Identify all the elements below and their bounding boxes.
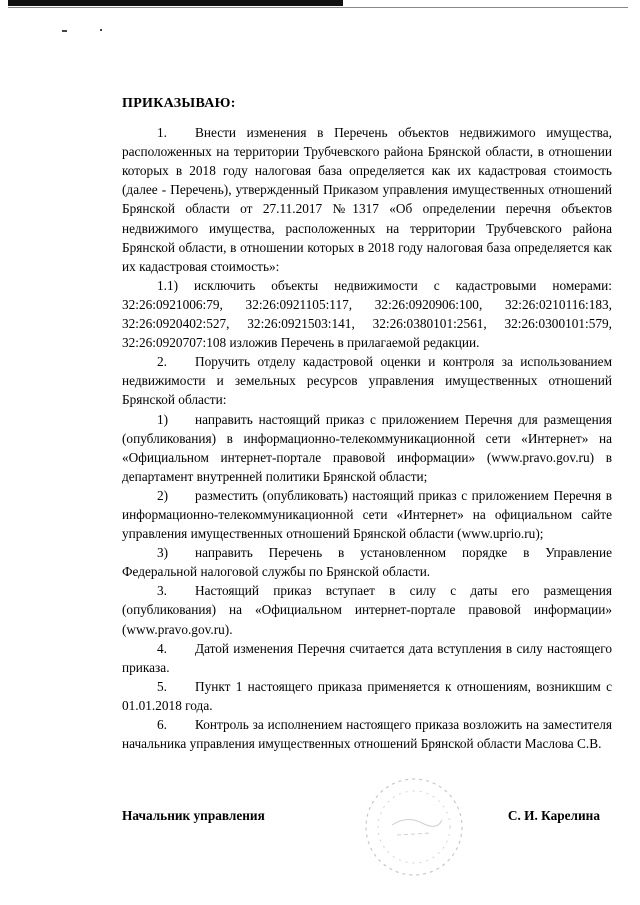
subitem-2-3 bbox=[122, 543, 612, 581]
item-5 bbox=[122, 677, 612, 715]
subitem-number: 3) bbox=[157, 545, 169, 561]
item-3 bbox=[122, 581, 612, 638]
item-number: 2. bbox=[157, 354, 167, 370]
item-4 bbox=[122, 639, 612, 677]
subitem-text: направить Перечень в установленном порядке в Управление Федеральной налоговой службы по Брянской области. bbox=[122, 545, 612, 580]
item-number: 4. bbox=[157, 640, 167, 656]
item-text: Поручить отделу кадастровой оценки и контроля за использованием недвижимости и земельных ресурсов управления имущественных отношений Брянской области: bbox=[122, 354, 612, 408]
subitem-number: 2) bbox=[157, 487, 169, 503]
item-text: Настоящий приказ вступает в силу с даты его размещения (опубликования) на «Официальном интернет-портале правовой информации» (www.pravo.gov.ru). bbox=[122, 583, 612, 637]
subitem-2-1 bbox=[122, 410, 612, 486]
item-text: Датой изменения Перечня считается дата вступления в силу настоящего приказа. bbox=[122, 640, 612, 675]
scan-speck bbox=[62, 30, 67, 32]
subitem-text: 1.1) исключить объекты недвижимости с кадастровыми номерами: 32:26:0921006:79, 32:26:0921105:117, 32:26:0920906:100, 32:26:0210116:183, 32:26:0920402:527, 32:26:0921503:141, 32:26:0380101:2561, 32:26:0300101:579, 32:26:0920707:108 изложив Перечень в прилагаемой редакции. bbox=[122, 277, 612, 351]
subitem-1-1 bbox=[122, 276, 612, 352]
subitem-number: 1) bbox=[157, 411, 169, 427]
scan-edge-line bbox=[8, 7, 628, 8]
scan-speck bbox=[100, 29, 102, 31]
signatory-position: Начальник управления bbox=[122, 808, 265, 823]
order-heading: ПРИКАЗЫВАЮ: bbox=[122, 96, 236, 111]
item-number: 3. bbox=[157, 583, 167, 599]
subitem-2-2 bbox=[122, 486, 612, 543]
document-body bbox=[122, 94, 612, 753]
item-1 bbox=[122, 123, 612, 276]
signature-block bbox=[122, 808, 600, 828]
item-2 bbox=[122, 352, 612, 409]
item-text: Контроль за исполнением настоящего приказа возложить на заместителя начальника управления имущественных отношений Брянской области Маслова С.В. bbox=[122, 717, 612, 752]
item-number: 5. bbox=[157, 678, 167, 694]
item-number: 1. bbox=[157, 125, 167, 141]
scan-edge-bar bbox=[8, 0, 343, 6]
item-6 bbox=[122, 715, 612, 753]
item-text: Пункт 1 настоящего приказа применяется к отношениям, возникшим с 01.01.2018 года. bbox=[122, 678, 612, 713]
item-text: Внести изменения в Перечень объектов недвижимого имущества, расположенных на территории Трубчевского района Брянской области, в отношении которых в 2018 году налоговая база определяется как их кадастровая стоимость (далее - Перечень), утвержденный Приказом управления имущественных отношений Брянской области от 27.11.2017 №1317 «Об определении перечня объектов недвижимого имущества, расположенных на территории Трубчевского района Брянской области, в отношении которых в 2018 году налоговая база определяется как их кадастровая стоимость»: bbox=[122, 125, 612, 274]
subitem-text: разместить (опубликовать) настоящий приказ с приложением Перечня в информационно-телекоммуникационной сети «Интернет» на официальном сайте управления имущественных отношений Брянской области (www.uprio.ru); bbox=[122, 487, 612, 542]
subitem-text: направить настоящий приказ с приложением Перечня для размещения (опубликования) в информационно-телекоммуникационной сети «Интернет» на «Официальном интернет-портале правовой информации» (www.pravo.gov.ru) в департамент внутренней политики Брянской области; bbox=[122, 411, 612, 484]
signatory-name: С. И. Карелина bbox=[507, 808, 600, 823]
item-number: 6. bbox=[157, 717, 167, 732]
